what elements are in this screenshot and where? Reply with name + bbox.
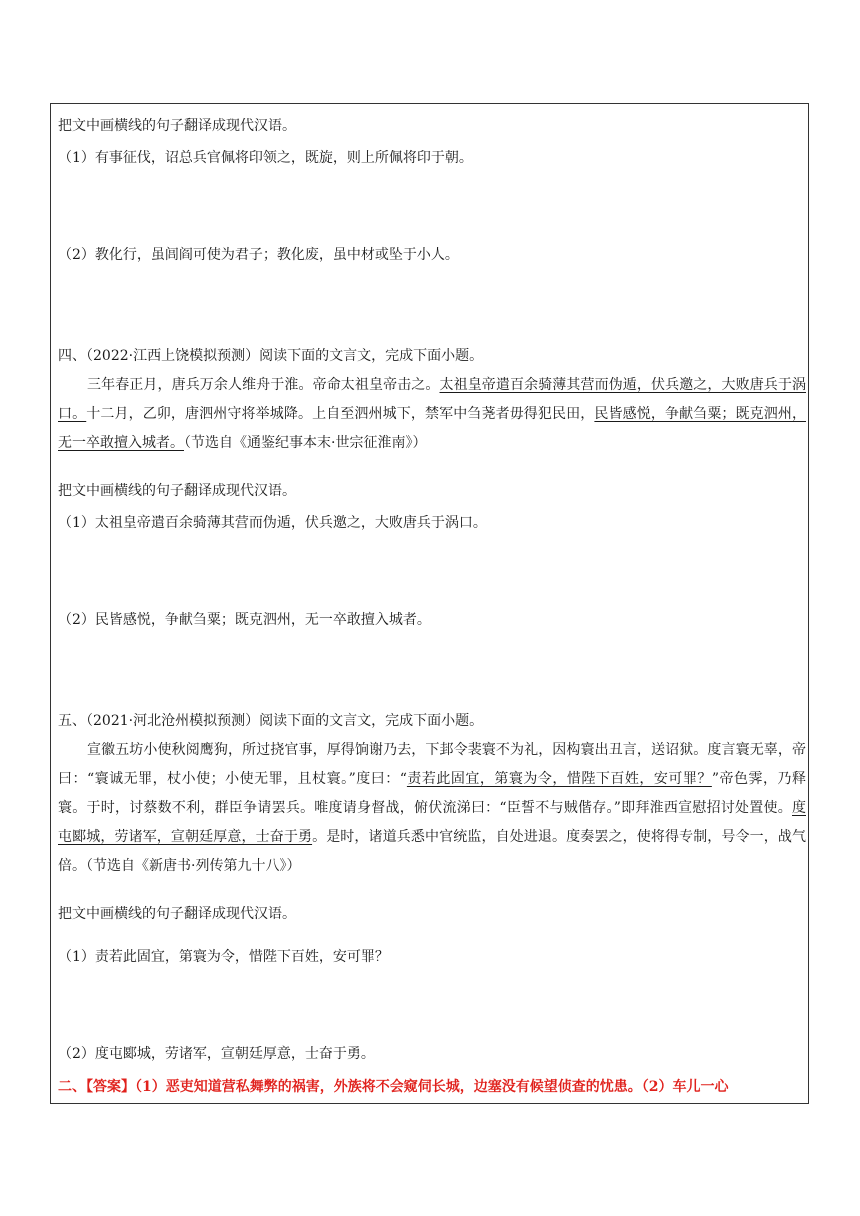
question-2: （2）教化行，虽闾阎可使为君子；教化废，虽中材或坠于小人。 [58,247,459,263]
passage-text: 三年春正月，唐兵万余人维舟于淮。帝命太祖皇帝击之。 [87,377,440,393]
passage-text: 十二月，乙卯，唐泗州守将举城降。上自至泗州城下，禁军中刍荛者毋得犯民田， [86,406,595,422]
passage-text: 。是时，诸道兵悉中官统监，自处进退。度奏罢之，使将得专制，号令一，战气倍。（节选自《新唐书·列传第九十八》） [58,829,806,874]
section-4-passage [58,371,806,458]
section-5-passage [58,736,806,881]
section-4-title: 四、（2022·江西上饶模拟预测）阅读下面的文言文，完成下面小题。 [58,348,484,364]
underlined-sentence-2: 度屯郾城，劳诸军，宣朝廷厚意，士奋于勇 [58,800,806,845]
question-1: （1）有事征伐，诏总兵官佩将印领之，既旋，则上所佩将印于朝。 [58,150,473,166]
answer-label: 二、【答案】 [58,1079,135,1095]
question-2: （2）民皆感悦，争献刍粟；既克泗州，无一卒敢擅入城者。 [58,612,431,628]
question-1: （1）太祖皇帝遣百余骑薄其营而伪遁，伏兵邀之，大败唐兵于涡口。 [58,515,487,531]
instruction-text: 把文中画横线的句子翻译成现代汉语。 [58,906,296,922]
instruction-text: 把文中画横线的句子翻译成现代汉语。 [58,118,296,134]
passage-text: 宣徽五坊小使秋阅鹰狗，所过挠官事，厚得饷谢乃去，下邽令裴寰不为礼，因构寰出丑言，送诏狱。度言寰无辜，帝曰：“寰诚无罪，杖小使；小使无罪，且杖寰。”度曰：“ [58,742,806,787]
question-1: （1）责若此固宜，第寰为令，惜陛下百姓，安可罪？ [58,949,389,965]
underlined-sentence-1: 太祖皇帝遣百余骑薄其营而伪遁，伏兵邀之，大败唐兵于涡口。 [58,377,806,422]
answer-text: （1）恶吏知道营私舞弊的祸害，外族将不会窥伺长城，边塞没有候望侦查的忧患。（2）车儿一心 [135,1079,729,1095]
underlined-sentence-1: 责若此固宜，第寰为令，惜陛下百姓，安可罪？ [406,771,712,787]
section-5-title: 五、（2021·河北沧州模拟预测）阅读下面的文言文，完成下面小题。 [58,713,484,729]
question-2: （2）度屯郾城，劳诸军，宣朝廷厚意，士奋于勇。 [58,1046,375,1062]
underlined-sentence-2: 民皆感悦，争献刍粟；既克泗州，无一卒敢擅入城者。 [58,406,807,451]
instruction-text: 把文中画横线的句子翻译成现代汉语。 [58,483,296,499]
answer-line [58,1077,810,1097]
passage-text: ”帝色霁，乃释寰。于时，讨蔡数不利，群臣争请罢兵。唯度请身督战，俯伏流涕曰：“臣誓不与贼偕存。”即拜淮西宣慰招讨处置使。 [58,771,806,816]
passage-source: （节选自《通鉴纪事本末·世宗征淮南》） [184,435,427,451]
